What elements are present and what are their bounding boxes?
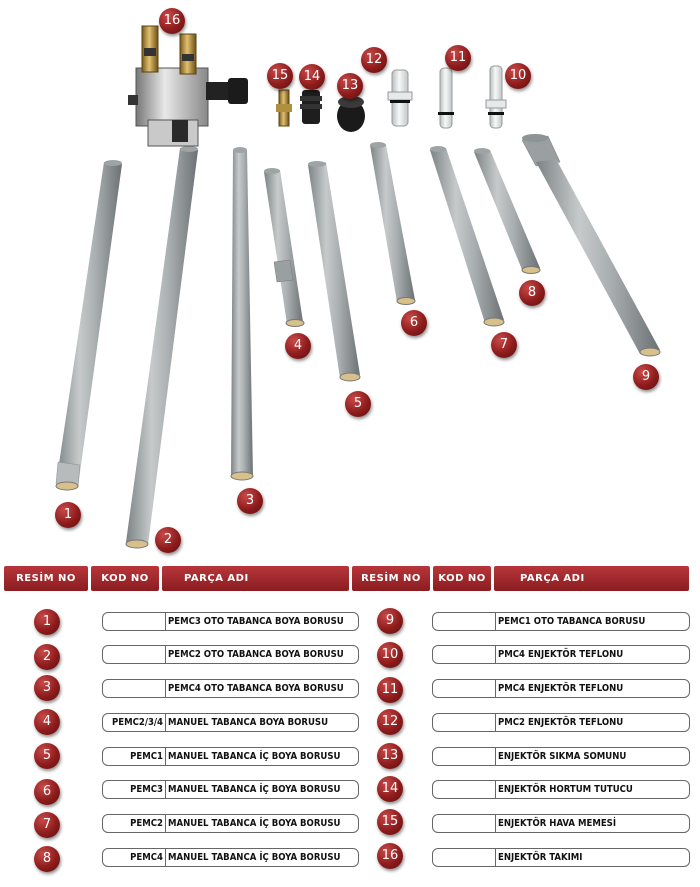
row-number: 7: [34, 812, 60, 838]
photo-label-11: 11: [445, 45, 471, 71]
row-number: 10: [377, 642, 403, 668]
air-nozzle: [276, 90, 292, 126]
part-name: PMC2 ENJEKTÖR TEFLONU: [498, 717, 624, 728]
part-name: PEMC1 OTO TABANCA BORUSU: [498, 616, 646, 627]
tube-5: [308, 161, 360, 381]
injector-nut: [337, 96, 365, 132]
photo-label-3: 3: [237, 488, 263, 514]
row-cell: [432, 679, 690, 698]
row-number: 11: [377, 677, 403, 703]
part-name: PEMC2 OTO TABANCA BOYA BORUSU: [168, 649, 344, 660]
code-no: [433, 815, 496, 832]
code-no: [433, 613, 496, 630]
row-number: 14: [377, 776, 403, 802]
code-no: [433, 781, 496, 798]
photo-label-13: 13: [337, 73, 363, 99]
row-number: 2: [34, 644, 60, 670]
tube-1: [56, 160, 122, 490]
code-no: PEMC2/3/4: [103, 714, 166, 731]
part-name: PMC4 ENJEKTÖR TEFLONU: [498, 683, 624, 694]
row-number: 9: [377, 608, 403, 634]
part-name: MANUEL TABANCA BOYA BORUSU: [168, 717, 329, 728]
part-name: PEMC3 OTO TABANCA BOYA BORUSU: [168, 616, 344, 627]
code-no: PEMC2: [103, 815, 166, 832]
code-no: [433, 646, 496, 663]
teflon-12: [388, 70, 412, 126]
part-name: ENJEKTÖR TAKIMI: [498, 852, 583, 863]
photo-label-6: 6: [401, 310, 427, 336]
row-cell: [102, 780, 359, 799]
part-name: PEMC4 OTO TABANCA BOYA BORUSU: [168, 683, 344, 694]
row-cell: [432, 747, 690, 766]
row-number: 1: [34, 609, 60, 635]
row-cell: [432, 612, 690, 631]
row-number: 6: [34, 779, 60, 805]
row-number: 3: [34, 675, 60, 701]
part-name: ENJEKTÖR HORTUM TUTUCU: [498, 784, 633, 795]
photo-label-4: 4: [285, 333, 311, 359]
header-kod-no-2: KOD NO: [433, 566, 491, 591]
tube-8: [474, 148, 540, 274]
header-parca-adi-2: PARÇA ADI: [494, 566, 689, 591]
row-number: 15: [377, 809, 403, 835]
photo-label-2: 2: [155, 527, 181, 553]
row-number: 5: [34, 743, 60, 769]
row-number: 8: [34, 846, 60, 872]
tube-3: [231, 147, 253, 480]
code-no: [103, 646, 166, 663]
row-number: 12: [377, 709, 403, 735]
row-cell: [102, 645, 359, 664]
photo-label-14: 14: [299, 64, 325, 90]
code-no: [103, 613, 166, 630]
part-name: ENJEKTÖR SIKMA SOMUNU: [498, 751, 627, 762]
header-parca-adi: PARÇA ADI: [162, 566, 349, 591]
code-no: PEMC3: [103, 781, 166, 798]
photo-label-15: 15: [267, 63, 293, 89]
photo-label-10: 10: [505, 63, 531, 89]
row-cell: [432, 713, 690, 732]
header-resim-no-2: RESİM NO: [352, 566, 430, 591]
row-cell: [102, 848, 359, 867]
code-no: [433, 714, 496, 731]
code-no: PEMC4: [103, 849, 166, 866]
part-name: MANUEL TABANCA İÇ BOYA BORUSU: [168, 818, 341, 829]
injector-assembly: [128, 26, 248, 146]
row-cell: [102, 679, 359, 698]
part-name: MANUEL TABANCA İÇ BOYA BORUSU: [168, 852, 341, 863]
row-number: 16: [377, 843, 403, 869]
row-number: 4: [34, 709, 60, 735]
row-cell: [102, 713, 359, 732]
tube-9: [522, 134, 660, 356]
teflon-11: [438, 68, 454, 128]
code-no: [433, 849, 496, 866]
code-no: PEMC1: [103, 748, 166, 765]
row-number: 13: [377, 743, 403, 769]
row-cell: [102, 612, 359, 631]
part-name: ENJEKTÖR HAVA MEMESİ: [498, 818, 616, 829]
hose-holder: [300, 90, 322, 124]
photo-label-9: 9: [633, 364, 659, 390]
teflon-10: [486, 66, 506, 128]
header-resim-no: RESİM NO: [4, 566, 88, 591]
row-cell: [102, 747, 359, 766]
row-cell: [102, 814, 359, 833]
photo-label-7: 7: [491, 332, 517, 358]
photo-label-12: 12: [361, 47, 387, 73]
tube-4: [264, 168, 304, 327]
part-name: MANUEL TABANCA İÇ BOYA BORUSU: [168, 751, 341, 762]
code-no: [433, 680, 496, 697]
photo-label-16: 16: [159, 8, 185, 34]
part-name: PMC4 ENJEKTÖR TEFLONU: [498, 649, 624, 660]
photo-label-8: 8: [519, 280, 545, 306]
row-cell: [432, 645, 690, 664]
row-cell: [432, 848, 690, 867]
tube-2: [126, 146, 198, 548]
photo-label-5: 5: [345, 391, 371, 417]
part-name: MANUEL TABANCA İÇ BOYA BORUSU: [168, 784, 341, 795]
code-no: [433, 748, 496, 765]
tube-6: [370, 142, 415, 305]
photo-label-1: 1: [55, 502, 81, 528]
row-cell: [432, 814, 690, 833]
header-kod-no: KOD NO: [91, 566, 159, 591]
row-cell: [432, 780, 690, 799]
code-no: [103, 680, 166, 697]
